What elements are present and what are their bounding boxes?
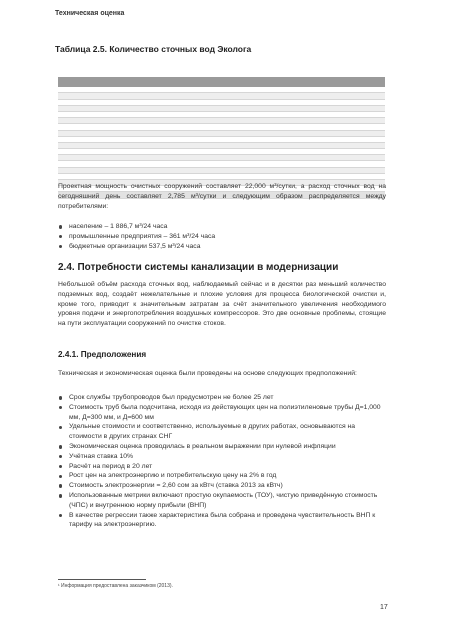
list-item: Срок службы трубопроводов был предусмотрен не более 25 лет bbox=[58, 393, 386, 403]
list-item: бюджетные организации 537,5 м³/24 часа bbox=[58, 242, 386, 252]
bullet-icon bbox=[59, 225, 62, 228]
list-item: Удельные стоимости и соответственно, используемые в других работах, основываются на стоимости в других странах СНГ bbox=[58, 422, 386, 442]
bullet-icon bbox=[59, 494, 62, 497]
section-heading-2-4: 2.4. Потребности системы канализации в модернизации bbox=[58, 262, 339, 273]
list-item: Рост цен на электроэнергию и потребительскую цену на 2% в год bbox=[58, 471, 386, 481]
intro-paragraph: Проектная мощность очистных сооружений составляет 22,000 м³/сутки, а расход сточных вод на сегодняшний день составляет 2,785 м³/сутки и следующим образом распределяется между потребителями: bbox=[58, 183, 386, 210]
footnote: ¹ Информация предоставлена заказчиком (2013). bbox=[58, 583, 173, 589]
page-number: 17 bbox=[380, 604, 388, 611]
section-2-4-paragraph: Небольшой объём расхода сточных вод, наблюдаемый сейчас и в десятки раз меньший количество подземных вод, создаёт нежелательные и плохие условия для процесса биологической очистки и, кроме того, приводит к значительным затратам за счёт значительного увеличения необходимого уровня подачи и энергопотребления воздушных компрессоров. Это две основные проблемы, стоящие на пути эксплуатации сооружений по очистке стоков. bbox=[58, 281, 386, 328]
table-caption: Таблица 2.5. Количество сточных вод Эколога bbox=[55, 44, 252, 54]
footnote-divider bbox=[58, 579, 146, 580]
running-header: Техническая оценка bbox=[55, 10, 125, 17]
bullet-icon bbox=[59, 426, 62, 429]
bullet-icon bbox=[59, 245, 62, 248]
list-item: Стоимость труб была подсчитана, исходя из действующих цен на полиэтиленовые трубы Д=1,000 мм, Д=300 мм, и Д=600 мм bbox=[58, 403, 386, 423]
list-item: Расчёт на период в 20 лет bbox=[58, 462, 386, 472]
assumptions-list bbox=[58, 393, 386, 530]
list-item: промышленные предприятия – 361 м³/24 часа bbox=[58, 232, 386, 242]
list-item: Использованные метрики включают простую окупаемость (ТОУ), чистую приведённую стоимость (ЧПС) и внутреннюю норму прибыли (ВНП) bbox=[58, 491, 386, 511]
consumer-list bbox=[58, 222, 386, 251]
list-item: В качестве регрессии также характеристика была собрана и проведена чувствительность ВНП к тарифу на электроэнергию. bbox=[58, 511, 386, 531]
assumptions-intro: Техническая и экономическая оценка были проведены на основе следующих предположений: bbox=[58, 370, 357, 377]
bullet-icon bbox=[59, 455, 62, 458]
list-item: население – 1 886,7 м³/24 часа bbox=[58, 222, 386, 232]
bullet-icon bbox=[59, 475, 62, 478]
bullet-icon bbox=[59, 396, 62, 399]
bullet-icon bbox=[59, 514, 62, 517]
bullet-icon bbox=[59, 445, 62, 448]
list-item: Экономическая оценка проводилась в реальном выражении при нулевой инфляции bbox=[58, 442, 386, 452]
bullet-icon bbox=[59, 484, 62, 487]
data-table bbox=[58, 72, 385, 199]
list-item: Учётная ставка 10% bbox=[58, 452, 386, 462]
list-item: Стоимость электроэнергии = 2,60 сом за кВтч (ставка 2013 за кВтч) bbox=[58, 481, 386, 491]
bullet-icon bbox=[59, 465, 62, 468]
bullet-icon bbox=[59, 406, 62, 409]
section-heading-2-4-1: 2.4.1. Предположения bbox=[58, 350, 147, 359]
bullet-icon bbox=[59, 235, 62, 238]
wastewater-table bbox=[58, 72, 385, 199]
